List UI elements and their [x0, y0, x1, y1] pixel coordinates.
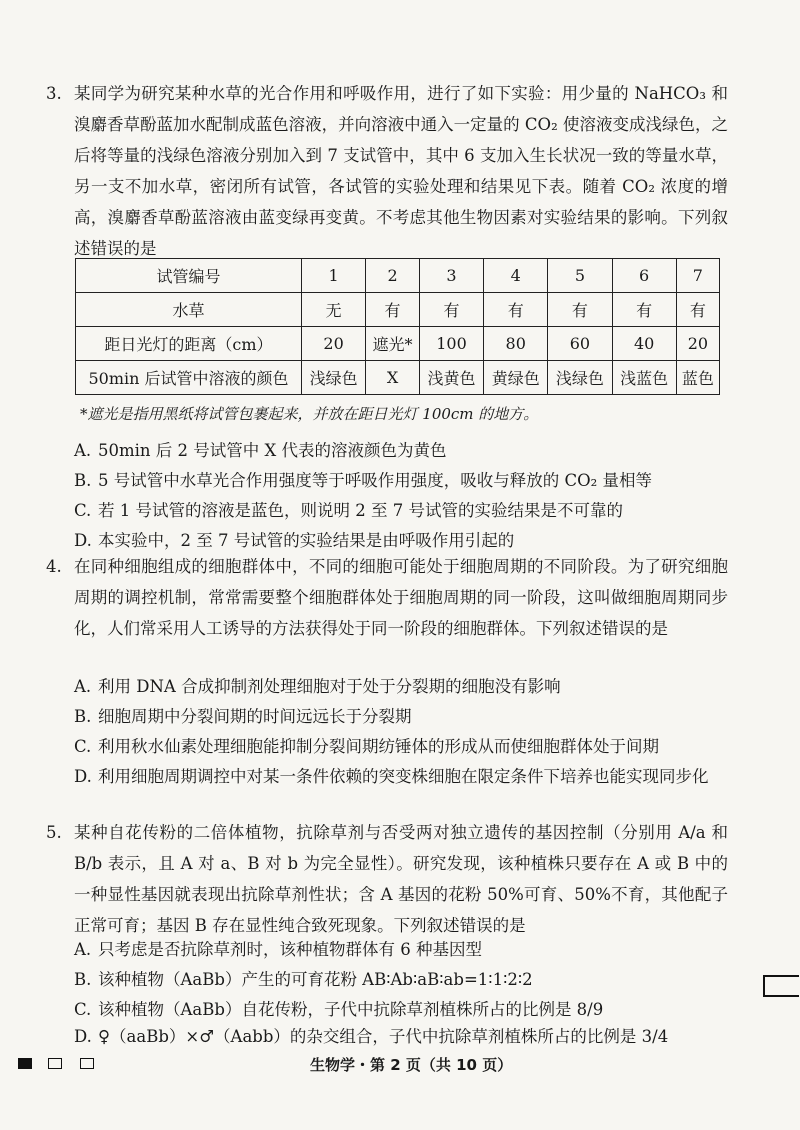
- page-footer: [0, 1050, 800, 1080]
- question-number: 3.: [46, 84, 62, 103]
- option-text: ♀（aaBb）×♂（Aabb）的杂交组合，子代中抗除草剂植株所占的比例是 3/4: [98, 1027, 669, 1046]
- option-4d: [74, 762, 724, 792]
- option-5a: [74, 935, 734, 965]
- option-text: 若 1 号试管的溶液是蓝色，则说明 2 至 7 号试管的实验结果是不可靠的: [98, 501, 623, 520]
- table-cell: 距日光灯的距离（cm）: [76, 327, 302, 361]
- option-3b: [74, 466, 734, 496]
- option-text: 该种植物（AaBb）产生的可育花粉 AB∶Ab∶aB∶ab=1∶1∶2∶2: [98, 970, 533, 989]
- empty-square-icon: [80, 1058, 94, 1069]
- option-label: B.: [74, 970, 92, 989]
- question-4: [48, 551, 728, 644]
- question-number: 5.: [46, 823, 62, 842]
- table-cell: 20: [676, 327, 719, 361]
- table-cell: 7: [676, 259, 719, 293]
- question-stem: 在同种细胞组成的细胞群体中，不同的细胞可能处于细胞周期的不同阶段。为了研究细胞周期的调控机制，常常需要整个细胞群体处于细胞周期的同一阶段，这叫做细胞周期同步化，人们常采用人工诱导的方法获得处于同一阶段的细胞群体。下列叙述错误的是: [74, 557, 728, 638]
- empty-square-icon: [48, 1058, 62, 1069]
- table-cell: 有: [484, 293, 548, 327]
- option-label: C.: [74, 501, 92, 520]
- option-label: B.: [74, 471, 92, 490]
- table-footnote: *遮光是指用黑纸将试管包裹起来，并放在距日光灯 100cm 的地方。: [80, 405, 539, 423]
- table-cell: X: [366, 361, 420, 395]
- option-5b: [74, 965, 734, 995]
- option-text: 只考虑是否抗除草剂时，该种植物群体有 6 种基因型: [98, 940, 482, 959]
- table-cell: 有: [676, 293, 719, 327]
- table-cell: 5: [548, 259, 612, 293]
- page-number-label: 生物学・第 2 页（共 10 页）: [310, 1056, 513, 1074]
- option-text: 利用细胞周期调控中对某一条件依赖的突变株细胞在限定条件下培养也能实现同步化: [98, 767, 709, 786]
- option-3a: [74, 436, 734, 466]
- table-cell: 有: [548, 293, 612, 327]
- table-row: [76, 327, 720, 361]
- option-text: 利用 DNA 合成抑制剂处理细胞对于处于分裂期的细胞没有影响: [98, 677, 561, 696]
- option-3c: [74, 496, 734, 526]
- option-5c: [74, 995, 734, 1025]
- table-cell: 2: [366, 259, 420, 293]
- table-cell: 蓝色: [676, 361, 719, 395]
- option-label: D.: [74, 767, 92, 786]
- table-cell: 浅绿色: [548, 361, 612, 395]
- filled-square-icon: [18, 1058, 32, 1069]
- table-cell: 黄绿色: [484, 361, 548, 395]
- option-4c: [74, 732, 734, 762]
- option-label: C.: [74, 1000, 92, 1019]
- table-row: [76, 293, 720, 327]
- table-header-row: [76, 259, 720, 293]
- table-cell: 50min 后试管中溶液的颜色: [76, 361, 302, 395]
- option-text: 该种植物（AaBb）自花传粉，子代中抗除草剂植株所占的比例是 8/9: [98, 1000, 604, 1019]
- option-label: D.: [74, 531, 92, 550]
- table-cell: 遮光*: [366, 327, 420, 361]
- option-4a: [74, 672, 734, 702]
- table-cell: 80: [484, 327, 548, 361]
- option-4b: [74, 702, 734, 732]
- option-text: 细胞周期中分裂间期的时间远远长于分裂期: [98, 707, 412, 726]
- option-label: D.: [74, 1027, 92, 1046]
- table-cell: 有: [612, 293, 676, 327]
- question-stem: 某同学为研究某种水草的光合作用和呼吸作用，进行了如下实验：用少量的 NaHCO₃ 和溴麝香草酚蓝加水配制成蓝色溶液，并向溶液中通入一定量的 CO₂ 使溶液变成浅绿色，之后将等量的浅绿色溶液分别加入到 7 支试管中，其中 6 支加入生长状况一致的等量水草，另一支不加水草，密闭所有试管，各试管的实验处理和结果见下表。随着 CO₂ 浓度的增高，溴麝香草酚蓝溶液由蓝变绿再变黄。不考虑其他生物因素对实验结果的影响。下列叙述错误的是: [74, 84, 728, 258]
- table-cell: 100: [419, 327, 483, 361]
- option-5d: [74, 1022, 734, 1052]
- option-text: 本实验中，2 至 7 号试管的实验结果是由呼吸作用引起的: [98, 531, 515, 550]
- table-cell: 有: [419, 293, 483, 327]
- experiment-table: [75, 258, 720, 395]
- table-cell: 水草: [76, 293, 302, 327]
- table-cell: 有: [366, 293, 420, 327]
- table-row: [76, 361, 720, 395]
- option-text: 50min 后 2 号试管中 X 代表的溶液颜色为黄色: [98, 441, 447, 460]
- question-stem: 某种自花传粉的二倍体植物，抗除草剂与否受两对独立遗传的基因控制（分别用 A/a 和 B/b 表示，且 A 对 a、B 对 b 为完全显性）。研究发现，该种植株只要存在 A 或 B 中的一种显性基因就表现出抗除草剂性状；含 A 基因的花粉 50%可育、50%不育，其他配子正常可育；基因 B 存在显性纯合致死现象。下列叙述错误的是: [74, 823, 728, 935]
- option-text: 5 号试管中水草光合作用强度等于呼吸作用强度，吸收与释放的 CO₂ 量相等: [98, 471, 652, 490]
- table-cell: 40: [612, 327, 676, 361]
- option-label: A.: [74, 677, 92, 696]
- option-label: C.: [74, 737, 92, 756]
- table-cell: 试管编号: [76, 259, 302, 293]
- table-cell: 无: [302, 293, 366, 327]
- table-cell: 3: [419, 259, 483, 293]
- table-cell: 浅绿色: [302, 361, 366, 395]
- option-label: A.: [74, 940, 92, 959]
- table-cell: 浅蓝色: [612, 361, 676, 395]
- option-label: A.: [74, 441, 92, 460]
- question-3: [48, 78, 728, 264]
- table-cell: 20: [302, 327, 366, 361]
- table-cell: 浅黄色: [419, 361, 483, 395]
- table-cell: 4: [484, 259, 548, 293]
- question-5: [48, 817, 728, 941]
- option-text: 利用秋水仙素处理细胞能抑制分裂间期纺锤体的形成从而使细胞群体处于间期: [98, 737, 659, 756]
- table-cell: 6: [612, 259, 676, 293]
- table-cell: 1: [302, 259, 366, 293]
- option-label: B.: [74, 707, 92, 726]
- question-number: 4.: [46, 557, 62, 576]
- answer-box-mark: [763, 975, 799, 997]
- table-cell: 60: [548, 327, 612, 361]
